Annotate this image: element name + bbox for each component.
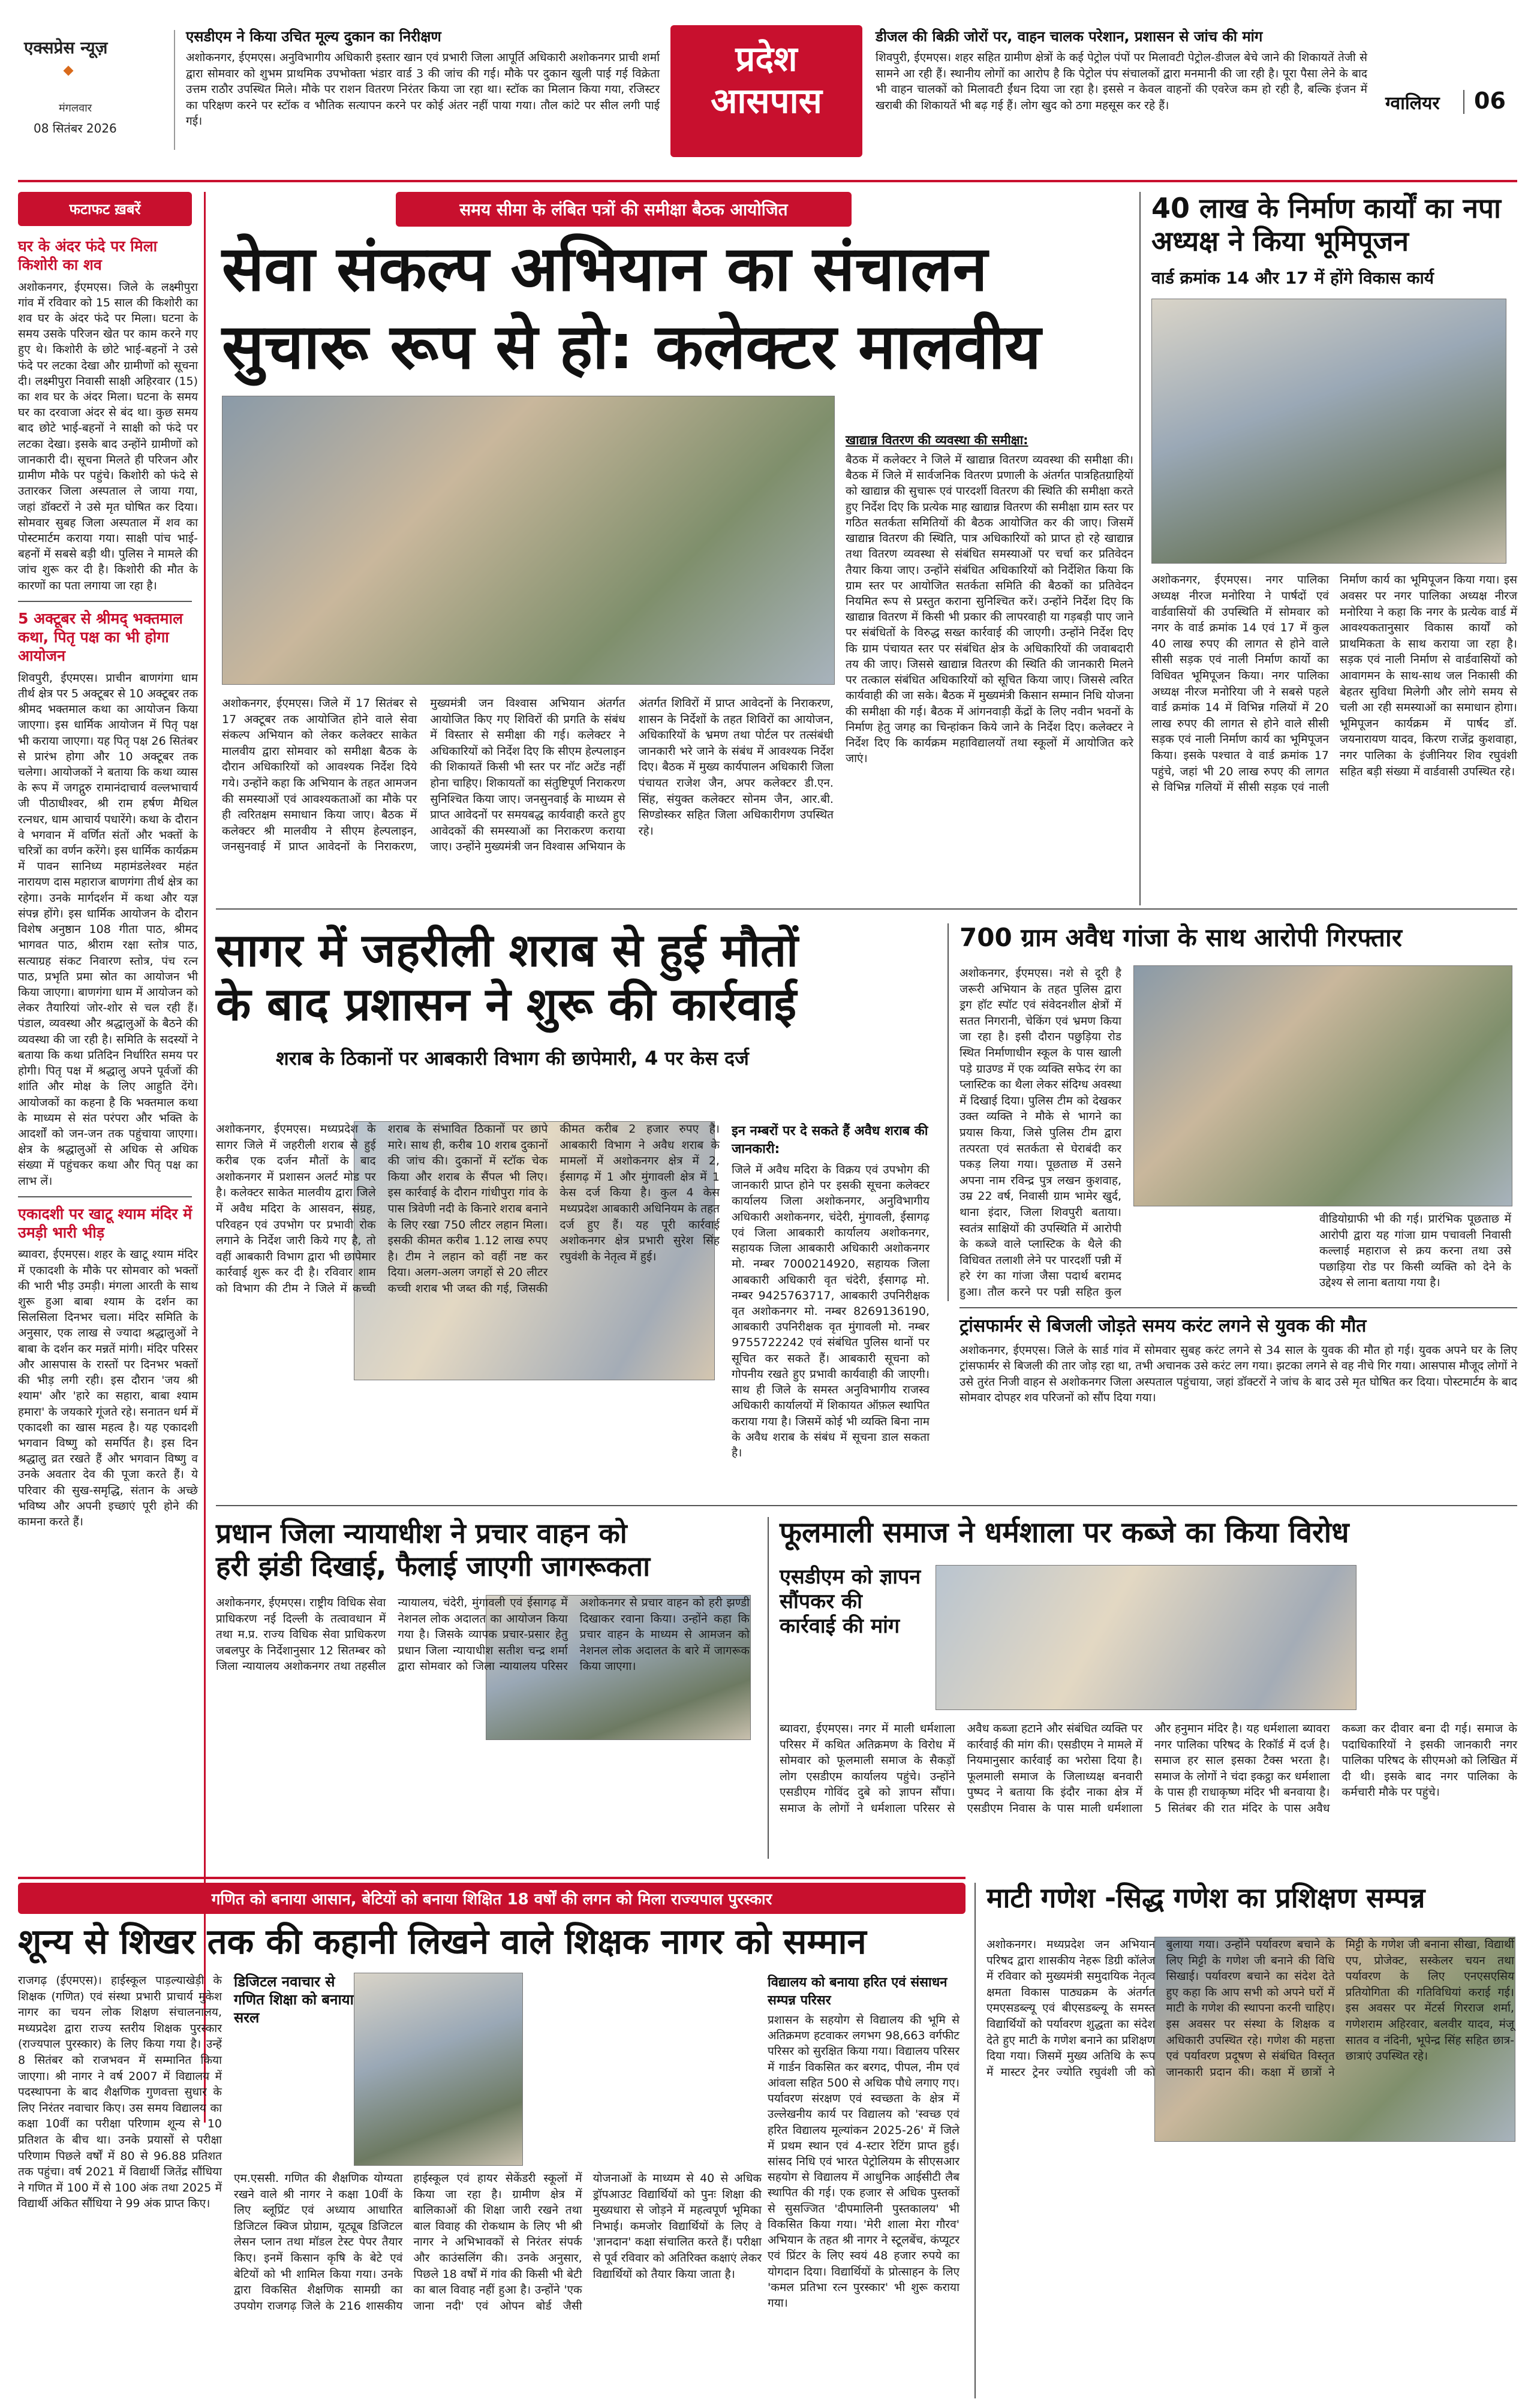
hooch-body: अशोकनगर, ईएमएस। मध्यप्रदेश के सागर जिले में जहरीली शराब से हुई करीब एक दर्जन मौतों के बाद अशोकनगर में प्रशासन अलर्ट मोड पर है। कलेक्टर साकेत मालवीय द्वारा जिले में अवैध मदिरा के आसवन, संग्रह, परिवहन एवं उपभोग पर प्रभावी रोक लगाने के निर्देश जारी किये गए है, तो वहीं आबकारी विभाग द्वारा भी छापेमार कार्रवाई शुरू कर दी है। रविवार शाम को विभाग की टीम ने जिले में कच्ची शराब के संभावित ठिकानों पर छापे मारे। साथ ही, करीब 10 शराब दुकानों की जांच की। दुकानों में स्टॉक चेक किया और शराब के सैंपल भी लिए। इस कार्रवाई के दौरान गांधीपुरा गांव के पास त्रिवेणी नदी के किनारे शराब बनाने के लिए रखा 750 लीटर लहान मिला। इसकी कीमत करीब 1.12 लाख रुपए है। टीम ने लहान को वहीं नष्ट कर दिया। अलग-अलग जगहों से 20 लीटर कच्ची शराब भी जब्त की गई, जिसकी कीमत करीब 2 हजार रुपए है। आबकारी विभाग ने अवैध शराब के मामलों में अशोकनगर क्षेत्र में 2, ईसागढ़ में 1 और मुंगावली क्षेत्र में 1 केस दर्ज किया है। कुल 4 केस मध्यप्रदेश आबकारी अधिनियम के तहत दर्ज हुए हैं। यह पूरी कार्रवाई अशोकनगर क्षेत्र प्रभारी सुरेश सिंह रघुवंशी के नेतृत्व में हुई।	[216, 1122, 720, 1295]
lead-headline-1: सेवा संकल्प अभियान का संचालन	[222, 232, 988, 305]
ganja-headline: 700 ग्राम अवैध गांजा के साथ आरोपी गिरफ्तार	[959, 923, 1402, 952]
section-title-line1: प्रदेश	[735, 38, 798, 79]
sidebar	[18, 192, 198, 2129]
teacher-headline: शून्य से शिखर तक की कहानी लिखने वाले शिक्षक नागर को सम्मान	[18, 1921, 867, 1962]
judge-body: अशोकनगर, ईएमएस। राष्ट्रीय विधिक सेवा प्राधिकरण नई दिल्ली के तत्वावधान में तथा म.प्र. राज्य विधिक सेवा प्राधिकरण जबलपुर के निर्देशानुसार 12 सितम्बर को जिला न्यायालय अशोकनगर तथा तहसील न्यायालय, चंदेरी, मुंगावली एवं ईसागढ़ में नेशनल लोक अदालत का आयोजन किया गया है। जिसके व्यापक प्रचार-प्रसार हेतु प्रधान जिला न्यायाधीश सतीश चन्द्र शर्मा द्वारा सोमवार को जिला न्यायालय परिसर अशोकनगर से प्रचार वाहन को हरी झण्डी दिखाकर रवाना किया। उन्होंने कहा कि प्रचार वाहन के माध्यम से आमजन को नेशनल लोक अदालत के बारे में जागरूक किया जाएगा।	[216, 1596, 750, 1673]
brand-diamond-icon	[64, 66, 74, 76]
teacher-innovation-body: एम.एससी. गणित की शैक्षणिक योग्यता रखने वाले श्री नागर ने कक्षा 10वीं के लिए ब्लूप्रिंट एवं अध्याय आधारित डिजिटल क्विज प्रोग्राम, यूट्यूब डिजिटल लेसन प्लान तथा मॉडल टेस्ट पेपर तैयार किए। इनमें किसान कृषि के बेटे एवं बेटियों को भी शामिल किया गया। उनके द्वारा विकसित शैक्षणिक सामग्री का उपयोग राजगढ़ जिले के 216 शासकीय हाईस्कूल एवं हायर सेकेंडरी स्कूलों में किया जा रहा है। ग्रामीण क्षेत्र में बालिकाओं की शिक्षा जारी रखने तथा बाल विवाह की रोकथाम के लिए भी श्री नागर ने अभिभावकों से निरंतर संपर्क और काउंसलिंग की। उनके अनुसार, पिछले 18 वर्षों में गांव की किसी भी बेटी का बाल विवाह नहीं हुआ है। उन्होंने 'एक जाना नदी' एवं ओपन बोर्ड जैसी योजनाओं के माध्यम से 40 से अधिक ड्रॉपआउट विद्यार्थियों को पुनः शिक्षा की मुख्यधारा से जोड़ने में महत्वपूर्ण भूमिका निभाई। कमजोर विद्यार्थियों के लिए वे 'ज्ञानदान' कक्षा संचालित करते हैं। परीक्षा से पूर्व रविवार को अतिरिक्त कक्षाएं लेकर विद्यार्थियों को तैयार किया जाता है।	[234, 2172, 762, 2313]
teacher-body-left: राजगढ़ (ईएमएस)। हाईस्कूल पाड़ल्याखेड़ी के शिक्षक (गणित) एवं संस्था प्रभारी प्राचार्य मुकेश नागर का चयन लोक शिक्षण संचालनालय, मध्यप्रदेश द्वारा राज्य स्तरीय शिक्षक पुरस्कार (राज्यपाल पुरस्कार) के लिए किया गया है। उन्हें 8 सितंबर को राजभवन में सम्मानित किया जाएगा। श्री नागर ने वर्ष 2007 में विद्यालय में पदस्थापना के बाद शैक्षणिक गुणवत्ता सुधार के लिए निरंतर नवाचार किए। उस समय विद्यालय का कक्षा 10वीं का परीक्षा परिणाम शून्य से 10 प्रतिशत के बीच था। उनके प्रयासों से परीक्षा परिणाम पिछले वर्षों में 80 से 96.88 प्रतिशत तक पहुंचा। वर्ष 2021 में विद्यार्थी जितेंद्र सौंधिया ने गणित में 100 में से 100 अंक तथा 2025 में विद्यार्थी अंकित सौंधिया ने 99 अंक प्राप्त किए।	[18, 1974, 222, 2211]
lead-meeting-photo	[222, 396, 835, 685]
hooch-subhead: शराब के ठिकानों पर आबकारी विभाग की छापेमारी, 4 पर केस दर्ज	[276, 1047, 749, 1070]
teacher-portrait-photo	[354, 1973, 523, 2166]
issue-day: मंगलवार	[59, 102, 92, 115]
lead-story	[216, 192, 1139, 905]
brief-diesel-title: डीजल की बिक्री जोरों पर, वाहन चालक परेशान, प्रशासन से जांच की मांग	[876, 28, 1263, 45]
transformer-body: अशोकनगर, ईएमएस। जिले के सार्ड गांव में सोमवार सुबह करंट लगने से 34 साल के युवक की मौत हो गई। युवक अपने घर के लिए ट्रांसफार्मर से बिजली की तार जोड़ रहा था, तभी अचानक उसे करंट लग गया। झटका लगने से वह नीचे गिर गया। आसपास मौजूद लोगों ने उसे तुरंत निजी वाहन से अशोकनगर जिला अस्पताल पहुंचाया, जहां डॉक्टरों ने जांच के बाद उसे मृत घोषित कर दिया। पोस्टमार्टम के बाद सोमवार दोपहर शव परिजनों को सौंप दिया गया।	[959, 1343, 1517, 1405]
page-city: ग्वालियर	[1385, 93, 1440, 114]
hooch-helpline-title: इन नम्बरों पर दे सकते हैं अवैध शराब की जानकारी:	[732, 1124, 928, 1157]
ganja-body-right: वीडियोग्राफी भी की गई। प्रारंभिक पूछताछ में आरोपी द्वारा यह गांजा ग्राम पचावली निवासी कल्लाई महाराज से क्रय करना तथा उसे पछाड़िया रोड पर किसी व्यक्ति को देने के उद्देश्य से लाना बताया गया है।	[1319, 1212, 1511, 1290]
phoolmali-body: ब्यावरा, ईएमएस। नगर में माली धर्मशाला परिसर में कथित अतिक्रमण के विरोध में सोमवार को फूलमाली समाज के सैकड़ों लोग एसडीएम कार्यालय पहुंचे। उन्होंने एसडीएम गोविंद दुबे को ज्ञापन सौंपा। समाज के लोगों ने धर्मशाला परिसर से अवैध कब्जा हटाने और संबंधित व्यक्ति पर कार्रवाई की मांग की। एसडीएम ने मामले में नियमानुसार कार्रवाई का भरोसा दिया है। फूलमाली समाज के जिलाध्यक्ष बनवारी पुष्पद ने बताया कि इंदौर नाका क्षेत्र में एसडीएम निवास के पास माली धर्मशाला और हनुमान मंदिर है। यह धर्मशाला ब्यावरा नगर पालिका परिषद के रिकॉर्ड में दर्ज है। समाज हर साल इसका टैक्स भरता है। समाज के लोगों ने चंदा इकट्ठा कर धर्मशाला के पास ही राधाकृष्ण मंदिर भी बनवाया है। 5 सितंबर की रात मंदिर के पास अवैध कब्जा कर दीवार बना दी गई। समाज के पदाधिकारियों ने इसकी जानकारी नगर पालिका परिषद के सीएमओ को लिखित में दी थी। इसके बाद नगर पालिका के कर्मचारी मौके पर पहुंचे।	[780, 1722, 1517, 1815]
sidebar-story-2-text: शिवपुरी, ईएमएस। प्राचीन बाणगंगा धाम तीर्थ क्षेत्र पर 5 अक्टूबर से 10 अक्टूबर तक श्रीमद भक्तमाल कथा का आयोजन किया जाएगा। इस धार्मिक आयोजन में पितृ पक्ष भी कराया जाएगा। यह पितृ पक्ष 26 सितंबर से प्रारंभ होगा और 10 अक्टूबर तक चलेगा। आयोजकों ने बताया कि कथा व्यास के रूप में जगद्गुरु रामानंदाचार्य वल्लभाचार्य जी पीठाधीश्वर, श्री राम हर्षण मैथिल रत्नधर, धाम आचार्य पधारेंगे। कथा के दौरान वे भगवान में वर्णित संतों और भक्तों के चरित्रों का वर्णन करेंगे। इस धार्मिक कार्यक्रम में पावन सानिध्य महामंडलेश्वर महंत नारायण दास महाराज बाणगंगा तीर्थ क्षेत्र का रहेगा। उनके मार्गदर्शन में कथा और यज्ञ संपन्न होंगे। इस धार्मिक आयोजन के दौरान विशेष अनुष्ठान 108 गीता पाठ, श्रीमद भागवत पाठ, श्रीराम रक्षा स्तोत्र पाठ, सत्याग्रह संकट निवारण स्तोत्र, पंच रत्न पाठ, प्रभृति प्रमा स्रोत का आयोजन भी किया जाएगा। बाणगंगा धाम में आयोजन को लेकर तैयारियां जोर-शोर से चल रही हैं। पंडाल, व्यवस्था और श्रद्धालुओं के बैठने की व्यवस्था की जा रही है। समिति के सदस्यों ने बताया कि कथा प्रतिदिन निर्धारित समय पर होगी। पितृ पक्ष में श्रद्धालु अपने पूर्वजों की शांति और मोक्ष के लिए आहुति देंगे। आयोजकों का कहना है कि भक्तमाल कथा के माध्यम से संत परंपरा और भक्ति के आदर्शों को जन-जन तक पहुंचाया जाएगा। क्षेत्र के श्रद्धालुओं से अधिक से अधिक संख्या में पहुंचकर कथा और पितृ पक्ष का लाभ लें।	[18, 671, 198, 1188]
sidebar-story-1-title: घर के अंदर फंदे पर मिला किशोरी का शव	[18, 237, 158, 274]
hooch-helpline-box	[732, 1121, 930, 1461]
lead-side-column	[846, 432, 1133, 766]
sidebar-story-1-text: अशोकनगर, ईएमएस। जिले के लक्ष्मीपुरा गांव में रविवार को 15 साल की किशोरी का शव घर के अंदर फंदे पर मिला। घटना के समय उसके परिजन खेत पर काम करने गए हुए थे। किशोरी के छोटे भाई-बहनों ने उसे फंदे पर लटका देखा और ग्रामीणों को सूचना दी। लक्ष्मीपुरा निवासी साक्षी अहिरवार (15) का शव घर के अंदर मिला। घटना के समय घर का दरवाजा अंदर से बंद था। कुछ समय बाद छोटे भाई-बहनों ने साक्षी को फंदे पर लटका देखा। इसके बाद उन्होंने ग्रामीणों को जानकारी दी। सूचना मिलते ही परिजन और ग्रामीण मौके पर पहुंचे। किशोरी को फंदे से उतारकर जिला अस्पताल ले जाया गया, जहां डॉक्टरों ने उसे मृत घोषित कर दिया। सोमवार सुबह जिला अस्पताल में शव का पोस्टमार्टम कराया गया। साक्षी पांच भाई-बहनों में सबसे बड़ी थी। पुलिस ने मामले की जांच शुरू कर दी है। किशोरी की मौत के कारणों का पता लगाया जा रहा है।	[18, 280, 198, 592]
teacher-green-body: प्रशासन के सहयोग से विद्यालय की भूमि से अतिक्रमण हटवाकर लगभग 98,663 वर्गफीट परिसर को सुरक्षित किया गया। विद्यालय परिसर में गार्डन विकसित कर बरगद, पीपल, नीम एवं आंवला सहित 500 से अधिक पौधे लगाए गए। पर्यावरण संरक्षण एवं स्वच्छता के क्षेत्र में उल्लेखनीय कार्य पर विद्यालय को 'स्वच्छ एवं हरित विद्यालय मूल्यांकन 2025-26' में जिले में प्रथम स्थान एवं 4-स्टार रेटिंग प्राप्त हुई। सांसद निधि एवं भारत पेट्रोलियम के सीएसआर सहयोग से विद्यालय में आधुनिक आईसीटी लैब स्थापित की गई। एक हजार से अधिक पुस्तकों से सुसज्जित 'दीपमालिनी पुस्तकालय' भी विकसित किया गया। 'मेरी शाला मेरा गौरव' अभियान के तहत श्री नागर ने स्टूलबेंच, कंप्यूटर एवं प्रिंटर के लिए स्वयं 48 हजार रुपये का योगदान दिया। विद्यार्थियों के प्रोत्साहन के लिए 'कमल प्रतिभा रत्न पुरस्कार' भी शुरू कराया गया।	[768, 2013, 959, 2310]
lead-side-body: बैठक में कलेक्टर ने जिले में खाद्यान्न वितरण व्यवस्था की समीक्षा की। बैठक में जिले में सार्वजनिक वितरण प्रणाली के अंतर्गत पात्रहितग्राहियों को खाद्यान्न की सुचारू एवं पारदर्शी वितरण की स्थिति की समीक्षा करते हुए निर्देश दिए कि प्रत्येक माह खाद्यान्न वितरण की समीक्षा ग्राम स्तर पर गठित सतर्कता समितियों की बैठक आयोजित कर की जाए। जिसमें खाद्यान्न वितरण की स्थिति, पात्र अधिकारियों को प्राप्त हो रहे खाद्यान्न तथा वितरण व्यवस्था से संबंधित समस्याओं पर चर्चा कर प्रतिवेदन तैयार किया जाए। उन्होंने संबंधित अधिकारियों को निर्देशित किया कि ग्राम स्तर पर आयोजित सतर्कता समिति की बैठकों का प्रतिवेदन नियमित रूप से प्रस्तुत कराना सुनिश्चित करें। उन्होंने निर्देश दिए कि खाद्यान्न वितरण में किसी भी प्रकार की लापरवाही या गड़बड़ी पाए जाने पर संबंधितों के विरुद्ध सख्त कार्रवाई की जाएगी। उन्होंने निर्देश दिए कि ग्राम पंचायत स्तर पर संबंधित क्षेत्र के अधिकारियों की जवाबदारी तय की जाए। जिससे खाद्यान्न वितरण की स्थिति की जानकारी मिलने पर तत्काल संबंधित अधिकारियों को सूचित किया जाए। जिससे त्वरित कार्यवाही की जा सके। बैठक में मुख्यमंत्री किसान सम्मान निधि योजना की समीक्षा की गई। बैठक में आंगनवाड़ी केंद्रों के लिए नवीन भवनों के निर्माण हेतु जगह का चिन्हांकन किये जाने के निर्देश दिए। कलेक्टर ने निर्देश दिए कि कार्यक्रम महाविद्यालयों तथा स्कूलों में आयोजित करे जाएं।	[846, 453, 1133, 766]
judge-headline-2: हरी झंडी दिखाई, फैलाई जाएगी जागरूकता	[216, 1550, 651, 1583]
lead-banner: समय सीमा के लंबित पत्रों की समीक्षा बैठक आयोजित	[396, 192, 852, 227]
masthead	[0, 0, 1534, 180]
brief-inspection-title: एसडीएम ने किया उचित मूल्य दुकान का निरीक्षण	[186, 28, 441, 45]
ganja-story	[959, 923, 1517, 1301]
ganesh-headline: माटी गणेश -सिद्ध गणेश का प्रशिक्षण सम्पन्न	[986, 1882, 1425, 1914]
judge-headline-1: प्रधान जिला न्यायाधीश ने प्रचार वाहन को	[216, 1517, 627, 1549]
section-title-box	[670, 25, 862, 157]
teacher-banner: गणित को बनाया आसान, बेटियों को बनाया शिक्षित 18 वर्षों की लगन को मिला राज्यपाल पुरस्कार	[18, 1883, 965, 1914]
ganesh-story	[986, 1883, 1517, 2398]
sidebar-story-1	[18, 237, 198, 594]
brand-name: एक्सप्रेस न्यूज़	[24, 38, 108, 58]
phoolmali-subhead: एसडीएम को ज्ञापन सौंपकर की कार्रवाई की मांग	[780, 1565, 921, 1638]
sidebar-story-2	[18, 609, 198, 1189]
phoolmali-story	[780, 1517, 1517, 1859]
page-number: 06	[1474, 88, 1506, 114]
sidebar-story-3-text: ब्यावरा, ईएमएस। शहर के खाटू श्याम मंदिर में एकादशी के मौके पर सोमवार को भक्तों की भारी भीड़ उमड़ी। मंगला आरती के साथ शुरू हुआ बाबा श्याम के दर्शन का सिलसिला दिनभर चला। मंदिर समिति के अनुसार, एक लाख से ज्यादा श्रद्धालुओं ने बाबा के दर्शन कर मन्नतें मांगी। मंदिर परिसर और आसपास के रास्तों पर दिनभर भक्तों की भीड़ लगी रही। इस दौरान 'जय श्री श्याम' और 'हारे का सहारा, बाबा श्याम हमारा' के जयकारे गूंजते रहे। सनातन धर्म में एकादशी का खास महत्व है। यह एकादशी भगवान विष्णु को समर्पित है। इस दिन श्रद्धालु व्रत रखते हैं और भगवान विष्णु व उनके अवतार देव की पूजा करते हैं। ये परिवार की सुख-समृद्धि, संतान के अच्छे भविष्य और अपनी इच्छाएं पूरी होने की कामना करते हैं।	[18, 1248, 198, 1529]
lead-body: अशोकनगर, ईएमएस। जिले में 17 सितंबर से 17 अक्टूबर तक आयोजित होने वाले सेवा संकल्प अभियान को लेकर कलेक्टर साकेत मालवीय द्वारा सोमवार को समीक्षा बैठक के दौरान अधिकारियों को आवश्यक निर्देश दिये गये। उन्होंने कहा कि अभियान के तहत आमजन की समस्याओं एवं आवश्यकताओं का मौके पर ही त्वरितक्षम समाधान किया जाए। बैठक में कलेक्टर श्री मालवीय ने सीएम हेल्पलाइन, जनसुनवाई में प्राप्त आवेदनों के निराकरण, मुख्यमंत्री जन विश्वास अभियान अंतर्गत आयोजित किए गए शिविरों की प्रगति के संबंध में विस्तार से समीक्षा की गई। कलेक्टर ने अधिकारियों को निर्देश दिए कि सीएम हेल्पलाइन की शिकायतें किसी भी स्तर पर नॉट अटेंड नहीं होना चाहिए। शिकायतों का संतुष्टिपूर्ण निराकरण सुनिश्चित किया जाए। जनसुनवाई के माध्यम से प्राप्त आवेदनों पर समयबद्ध कार्यवाही करते हुए आवेदकों की समस्याओं का निराकरण कराया जाए। उन्होंने मुख्यमंत्री जन विश्वास अभियान के अंतर्गत शिविरों में प्राप्त आवेदनों के निराकरण, शासन के निर्देशों के तहत शिविरों का आयोजन, अधिकारियों के भ्रमण तथा पोर्टल पर तत्संबंधी जानकारी भरे जाने के संबंध में आवश्यक निर्देश दिए। बैठक में मुख्य कार्यपालन अधिकारी जिला पंचायत राजेश जैन, अपर कलेक्टर डी.एन. सिंह, संयुक्त कलेक्टर सोनम जैन, आर.बी. सिण्डोस्कर सहित जिला अधिकारीगण उपस्थित रहे।	[222, 697, 834, 854]
brief-diesel	[876, 26, 1367, 113]
brief-diesel-text: शिवपुरी, ईएमएस। शहर सहित ग्रामीण क्षेत्रों के कई पेट्रोल पंपों पर मिलावटी पेट्रोल-डीजल बेचे जाने की शिकायतें तेजी से सामने आ रही हैं। स्थानीय लोगों का आरोप है कि पेट्रोल पंप संचालकों द्वारा मनमानी की जा रही है। पूरा पैसा लेने के बाद भी वाहन चालकों को मिलावटी ईंधन दिया जा रहा है। इससे न केवल वाहनों की एवरेज कम हो रही है, बल्कि इंजन में खराबी की शिकायतें भी बढ़ गई हैं। लोग खुद को ठगा महसूस कर रहे हैं।	[876, 51, 1367, 112]
teacher-green-box	[768, 1973, 959, 2311]
teacher-green-title: विद्यालय को बनाया हरित एवं संसाधन सम्पन्न परिसर	[768, 1975, 948, 2008]
sidebar-story-3	[18, 1205, 198, 1530]
transformer-headline: ट्रांसफार्मर से बिजली जोड़ते समय करंट लगने से युवक की मौत	[959, 1316, 1367, 1337]
sidebar-banner: फटाफट ख़बरें	[18, 192, 192, 226]
bhoomipujan-photo	[1151, 299, 1506, 564]
lead-headline-2: सुचारू रूप से हो: कलेक्टर मालवीय	[222, 310, 1041, 383]
phoolmali-protest-photo	[936, 1565, 1356, 1710]
brief-inspection	[186, 26, 660, 130]
teacher-story	[18, 1883, 965, 2398]
transformer-story	[959, 1316, 1517, 1490]
judge-story	[216, 1517, 756, 1859]
phoolmali-headline: फूलमाली समाज ने धर्मशाला पर कब्जे का किया विरोध	[780, 1516, 1349, 1549]
teacher-innovation-title: डिजिटल नवाचार से गणित शिक्षा को बनाया सरल	[234, 1973, 354, 2026]
sidebar-story-3-title: एकादशी पर खाटू श्याम मंदिर में उमड़ी भारी भीड़	[18, 1205, 192, 1242]
bhoomipujan-headline: 40 लाख के निर्माण कार्यों का नपा अध्यक्ष ने किया भूमिपूजन	[1151, 192, 1501, 258]
hooch-headline-2: के बाद प्रशासन ने शुरू की कार्रवाई	[216, 977, 797, 1031]
hooch-helpline-body: जिले में अवैध मदिरा के विक्रय एवं उपभोग की जानकारी प्राप्त होने पर इसकी सूचना कलेक्टर कार्यालय जिला अशोकनगर, अनुविभागीय अधिकारी अशोकनगर, चंदेरी, मुंगावली, ईसागढ़ एवं जिला आबकारी कार्यालय अशोकनगर, सहायक जिला आबकारी अधिकारी अशोकनगर मो. नम्बर 7000214920, सहायक जिला आबकारी अधिकारी वृत चंदेरी, ईसागढ़ मो. नम्बर 9425763717, आबकारी उपनिरीक्षक वृत अशोकनगर मो. नम्बर 8269136190, आबकारी उपनिरीक्षक वृत मुंगावली मो. नम्बर 9755722242 एवं संबंधित पुलिस थानों पर सूचित कर सकते हैं। आबकारी सूचना को गोपनीय रखते हुए प्रभावी कार्यवाही की जाएगी। साथ ही जिले के समस्त अनुविभागीय राजस्व अधिकारी कार्यालयों में शिकायत ऑफ़ल स्थापित कराया गया है। जिसमें कोई भी व्यक्ति बिना नाम के अवैध शराब के संबंध में सूचना डाल सकता है।	[732, 1163, 930, 1459]
bhoomipujan-body: अशोकनगर, ईएमएस। नगर पालिका अध्यक्ष नीरज मनोरिया ने पार्षदों एवं वार्डवासियों की उपस्थिति में सोमवार को नगर के वार्ड क्रमांक 14 एवं 17 में कुल 40 लाख रुपए की लागत से होने वाले सीसी सड़क एवं नाली निर्माण कार्यो का विधिवत भूमिपूजन किया। नगर पालिका अध्यक्ष नीरज मनोरिया जी ने सबसे पहले वार्ड क्रमांक 14 में विभिन्न गलियों में 20 लाख रुपए की लागत से होने वाले सीसी सड़क एवं नाली निर्माण कार्य का भूमिपूजन किया। इसके पश्चात वे वार्ड क्रमांक 17 पहुंचे, जहां भी 20 लाख रुपए की लागत से विभिन्न गलियों में सीसी सड़क एवं नाली निर्माण कार्य का भूमिपूजन किया गया। इस अवसर पर नगर पालिका अध्यक्ष नीरज मनोरिया ने कहा कि नगर के प्रत्येक वार्ड में आवश्यकतानुसार विकास कार्यों को प्राथमिकता के साथ कराया जा रहा है। सड़क एवं नाली निर्माण से वार्डवासियों को आवागमन के साथ-साथ जल निकासी की बेहतर सुविधा मिलेगी और लोगे समय से चली आ रही समस्याओं का समाधान होगा। भूमिपूजन कार्यक्रम में पार्षद डॉ. जयनारायण यादव, किरण राजेंद्र कुशवाहा, नगर पालिका के इंजीनियर शिव रघुवंशी सहित बड़ी संख्या में वार्डवासी उपस्थित रहे।	[1151, 573, 1517, 794]
sidebar-story-2-title: 5 अक्टूबर से श्रीमद् भक्तमाल कथा, पितृ पक्ष का भी होगा आयोजन	[18, 609, 183, 665]
bhoomipujan-story	[1151, 192, 1517, 905]
hooch-headline-1: सागर में जहरीली शराब से हुई मौतों	[216, 923, 798, 977]
section-title-line2: आसपास	[711, 80, 822, 121]
lead-side-title: खाद्यान्न वितरण की व्यवस्था की समीक्षा:	[846, 433, 1028, 447]
brief-inspection-text: अशोकनगर, ईएमएस। अनुविभागीय अधिकारी इस्तार खान एवं प्रभारी जिला आपूर्ति अधिकारी अशोकनगर प्राची शर्मा द्वारा सोमवार को शुभम प्राथमिक उपभोक्ता भंडार वार्ड 3 की जांच की गई। मौके पर दुकान खुली पाई गई विक्रेता उत्तम राठौर उपस्थित मिले। मौके पर राशन वितरण निरंतर किया जा रहा था। स्टॉक का मिलान किया गया, रजिस्टर का परिक्षण करने पर स्टॉक व भौतिक सत्यापन करने पर कोई अंतर नहीं पाया गया। तौल कांटे पर सील लगी पाई गई।	[186, 51, 660, 128]
issue-date: 08 सितंबर 2026	[34, 121, 117, 136]
teacher-innovation-box	[234, 1973, 354, 2027]
ganja-body-left: अशोकनगर, ईएमएस। नशे से दूरी है जरूरी अभियान के तहत पुलिस द्वारा ड्रग हॉट स्पॉट एवं संवेदनशील क्षेत्रों में सतत निगरानी, चेकिंग एवं भ्रमण किया जा रहा है। इसी दौरान पछुड़िया रोड स्थित निर्माणाधीन स्कूल के पास खाली पड़े ग्राउण्ड में एक व्यक्ति सफेद रंग का प्लास्टिक का थैला लेकर संदिग्ध अवस्था में दिखाई दिया। पुलिस टीम को देखकर उक्त व्यक्ति ने मौके से भागने का प्रयास किया, जिसे पुलिस टीम द्वारा तत्परता एवं सतर्कता से घेराबंदी कर पकड़ लिया गया। पूछताछ में उसने अपना नाम रविन्द्र पुत्र लखन कुशवाह, उम्र 22 वर्ष, निवासी ग्राम भामेर खुर्द, थाना इंदार, जिला शिवपुरी बताया। स्वतंत्र साक्षियों की उपस्थिति में आरोपी के कब्जे वाले प्लास्टिक के थैले की विधिवत तलाशी लेने पर पारदर्शी पन्नी में हरे रंग का गांजा जैसा पदार्थ बरामद हुआ। तौल करने पर पन्नी सहित कुल	[959, 967, 1121, 1299]
bhoomipujan-subhead: वार्ड क्रमांक 14 और 17 में होंगे विकास कार्य	[1151, 268, 1434, 288]
ganesh-body: अशोकनगर। मध्यप्रदेश जन अभियान परिषद द्वारा शासकीय नेहरू डिग्री कॉलेज में रविवार को मुख्यमंत्री समुदायिक नेतृत्व क्षमता विकास पाठ्यक्रम के अंतर्गत एमएसडब्ल्यू एवं बीएसडब्ल्यू के समस्त विद्यार्थियों को पर्यावरण शुद्धता का संदेश देते हुए माटी के गणेश बनाने का प्रशिक्षण दिया गया। जिसमें मुख्य अतिथि के रूप में मास्टर ट्रेनर ज्योति रघुवंशी जी को बुलाया गया। उन्होंने पर्यावरण बचाने के लिए मिट्टी के गणेश जी बनाने की विधि सिखाई। पर्यावरण बचाने का संदेश देते हुए कहा कि आप सभी को अपने घरों में माटी के गणेश की स्थापना करनी चाहिए। इस अवसर पर संस्था के शिक्षक व अधिकारी उपस्थित रहे। गणेश की महत्ता एवं पर्यावरण प्रदूषण से संबंधित विस्तृत जानकारी प्रदान की। कक्षा में छात्रों ने मिट्टी के गणेश जी बनाना सीखा, विद्यार्थी एप, प्रोजेक्ट, सस्केलर चयन तथा पर्यावरण के लिए एनएसएसिय प्रतियोगिता की गतिविधियां कराई गई। इस अवसर पर मेंटर्स गिरराज शर्मा, गणेशराम अहिरवार, बलवीर यादव, मंजू सातव व नंदिनी, भूपेन्द्र सिंह सहित छात्र-छात्राएं उपस्थित रहे।	[986, 1938, 1514, 2079]
ganja-arrest-photo	[1133, 965, 1512, 1206]
